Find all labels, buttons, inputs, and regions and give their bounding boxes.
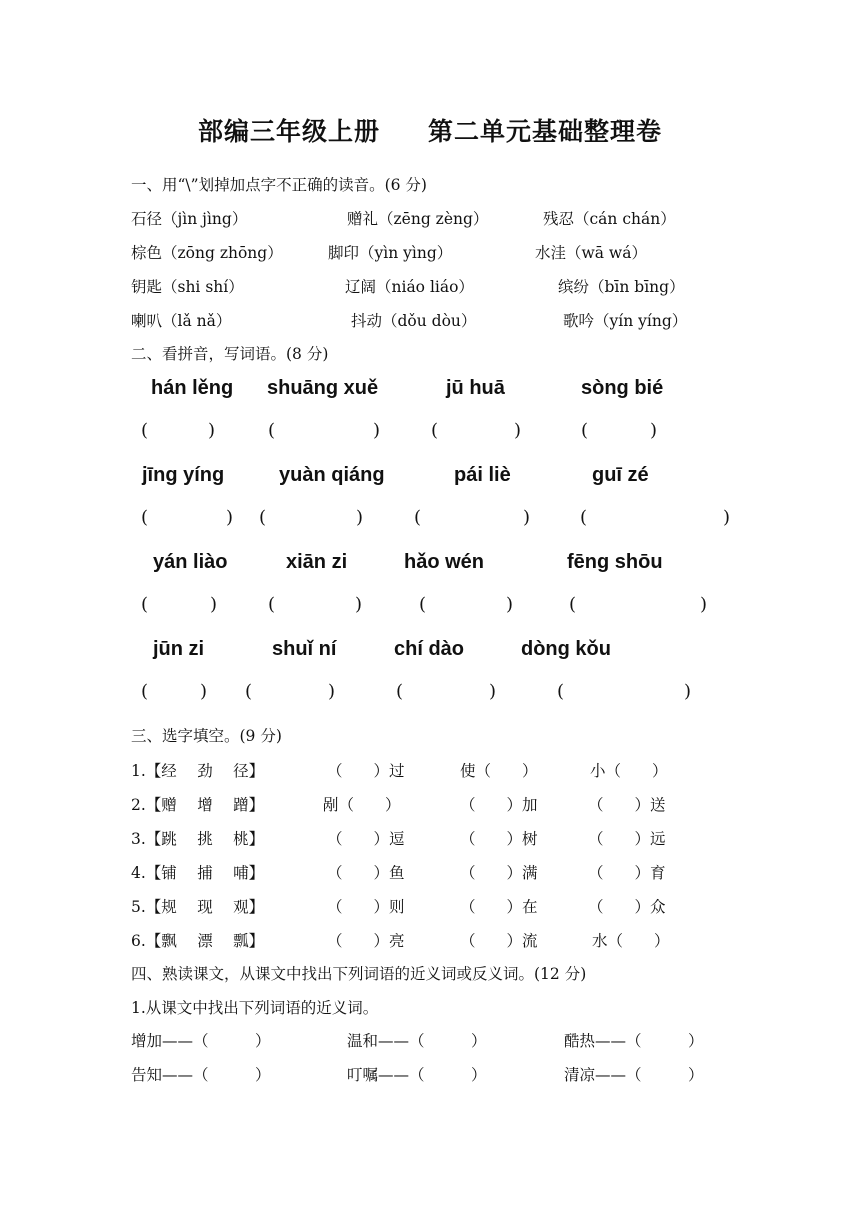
- choice-label: 5.【规 现 观】: [131, 898, 265, 916]
- answer-blank[interactable]: ( ): [557, 681, 692, 702]
- section3-heading: 三、选字填空。(9 分): [131, 727, 282, 745]
- fill-blank[interactable]: （ ）送: [588, 796, 666, 814]
- pinyin-prompt: xiān zi: [286, 551, 348, 573]
- section4-subheading: 1.从课文中找出下列词语的近义词。: [131, 999, 379, 1017]
- fill-blank[interactable]: （ ）鱼: [327, 864, 405, 882]
- answer-blank[interactable]: ( ): [141, 681, 208, 702]
- pinyin-prompt: jūn zi: [153, 638, 205, 660]
- title-grade: 部编三年级上册: [197, 117, 380, 146]
- pinyin-prompt: shuǐ ní: [272, 638, 337, 660]
- pronunciation-item: 赠礼（zēng zèng）: [347, 210, 489, 228]
- pronunciation-item: 棕色（zōng zhōng）: [131, 244, 283, 262]
- pronunciation-item: 石径（jìn jìng）: [131, 210, 248, 228]
- answer-blank[interactable]: ( ): [268, 420, 381, 441]
- answer-blank[interactable]: ( ): [414, 507, 531, 528]
- pronunciation-item: 钥匙（shi shí）: [131, 278, 244, 296]
- section4-heading: 四、熟读课文，从课文中找出下列词语的近义词或反义词。(12 分): [131, 965, 587, 983]
- pronunciation-item: 水洼（wā wá）: [535, 244, 647, 262]
- synonym-blank[interactable]: 清凉——（ ）: [564, 1066, 704, 1084]
- answer-blank[interactable]: ( ): [141, 420, 216, 441]
- synonym-blank[interactable]: 温和——（ ）: [347, 1032, 487, 1050]
- fill-blank[interactable]: （ ）则: [327, 898, 405, 916]
- pinyin-prompt: jīng yíng: [142, 464, 225, 486]
- pinyin-prompt: yán liào: [153, 551, 228, 573]
- pronunciation-item: 缤纷（bīn bīng）: [558, 278, 685, 296]
- synonym-blank[interactable]: 酷热——（ ）: [564, 1032, 704, 1050]
- choice-label: 2.【赠 增 蹭】: [131, 796, 265, 814]
- pinyin-prompt: hǎo wén: [404, 551, 485, 573]
- pinyin-prompt: jū huā: [446, 377, 505, 399]
- fill-blank[interactable]: 小（ ）: [590, 762, 668, 780]
- pronunciation-item: 残忍（cán chán）: [543, 210, 676, 228]
- fill-blank[interactable]: （ ）满: [460, 864, 538, 882]
- answer-blank[interactable]: ( ): [569, 594, 708, 615]
- pinyin-prompt: guī zé: [592, 464, 649, 486]
- pronunciation-item: 歌吟（yín yíng）: [563, 312, 688, 330]
- pronunciation-item: 脚印（yìn yìng）: [328, 244, 453, 262]
- synonym-blank[interactable]: 告知——（ ）: [131, 1066, 271, 1084]
- pronunciation-item: 辽阔（niáo liáo）: [345, 278, 474, 296]
- fill-blank[interactable]: （ ）加: [460, 796, 538, 814]
- pinyin-prompt: shuāng xuě: [267, 377, 379, 399]
- answer-blank[interactable]: ( ): [268, 594, 363, 615]
- section1-heading: 一、用“\”划掉加点字不正确的读音。(6 分): [131, 176, 427, 194]
- synonym-blank[interactable]: 叮嘱——（ ）: [347, 1066, 487, 1084]
- fill-blank[interactable]: （ ）众: [588, 898, 666, 916]
- pronunciation-item: 抖动（dǒu dòu）: [351, 312, 477, 330]
- fill-blank[interactable]: （ ）远: [588, 830, 666, 848]
- fill-blank[interactable]: 使（ ）: [460, 762, 538, 780]
- fill-blank[interactable]: （ ）逗: [327, 830, 405, 848]
- answer-blank[interactable]: ( ): [245, 681, 336, 702]
- title-unit: 第二单元基础整理卷: [428, 117, 663, 146]
- choice-label: 1.【经 劲 径】: [131, 762, 265, 780]
- answer-blank[interactable]: ( ): [580, 507, 731, 528]
- answer-blank[interactable]: ( ): [259, 507, 364, 528]
- fill-blank[interactable]: 剐（ ）: [323, 796, 401, 814]
- fill-blank[interactable]: （ ）过: [327, 762, 405, 780]
- fill-blank[interactable]: （ ）流: [460, 932, 538, 950]
- fill-blank[interactable]: （ ）在: [460, 898, 538, 916]
- pinyin-prompt: pái liè: [454, 464, 511, 486]
- pinyin-prompt: yuàn qiáng: [279, 464, 385, 486]
- answer-blank[interactable]: ( ): [141, 507, 234, 528]
- page-title: [0, 112, 860, 148]
- pinyin-prompt: hán lěng: [151, 377, 234, 399]
- fill-blank[interactable]: （ ）亮: [327, 932, 405, 950]
- pinyin-prompt: sòng bié: [581, 377, 664, 399]
- choice-label: 4.【铺 捕 哺】: [131, 864, 265, 882]
- pronunciation-item: 喇叭（lǎ nǎ）: [131, 312, 232, 330]
- answer-blank[interactable]: ( ): [581, 420, 658, 441]
- section2-heading: 二、看拼音，写词语。(8 分): [131, 345, 329, 363]
- fill-blank[interactable]: （ ）育: [588, 864, 666, 882]
- choice-label: 6.【飘 漂 瓢】: [131, 932, 265, 950]
- fill-blank[interactable]: （ ）树: [460, 830, 538, 848]
- answer-blank[interactable]: ( ): [419, 594, 514, 615]
- synonym-blank[interactable]: 增加——（ ）: [131, 1032, 271, 1050]
- pinyin-prompt: dòng kǒu: [521, 638, 611, 660]
- fill-blank[interactable]: 水（ ）: [592, 932, 670, 950]
- answer-blank[interactable]: ( ): [431, 420, 522, 441]
- choice-label: 3.【跳 挑 桃】: [131, 830, 265, 848]
- answer-blank[interactable]: ( ): [396, 681, 497, 702]
- answer-blank[interactable]: ( ): [141, 594, 218, 615]
- pinyin-prompt: chí dào: [394, 638, 465, 660]
- pinyin-prompt: fēng shōu: [567, 551, 663, 573]
